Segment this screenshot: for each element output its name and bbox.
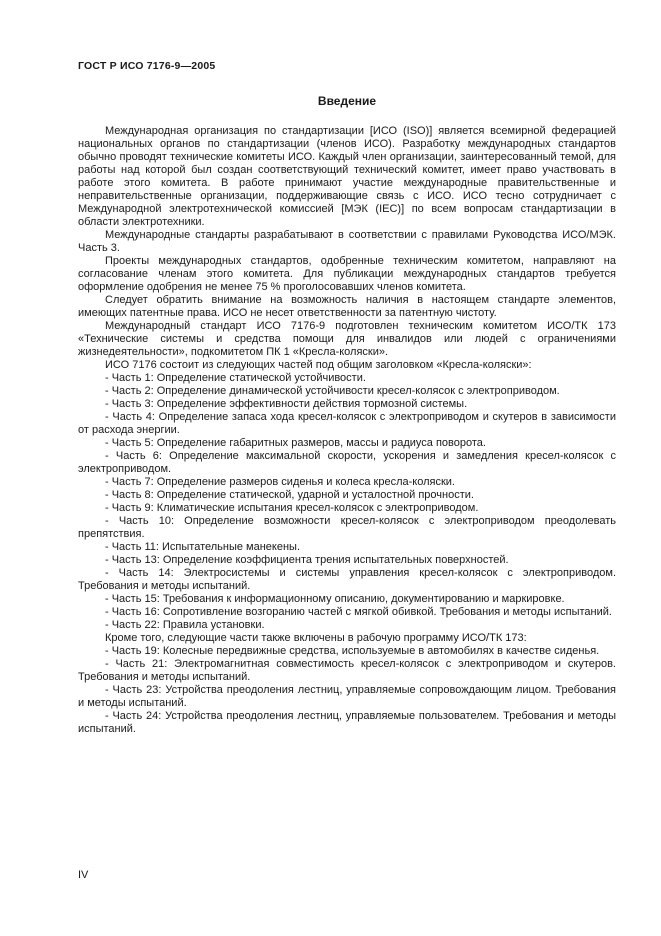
paragraph: - Часть 14: Электросистемы и системы управления кресел-колясок с электроприводом. Требования и методы испытаний. (78, 567, 616, 592)
page-number: IV (78, 869, 89, 881)
paragraph: - Часть 16: Сопротивление возгоранию частей с мягкой обивкой. Требования и методы испытаний. (105, 606, 612, 618)
paragraph: Следует обратить внимание на возможность наличия в настоящем стандарте элементов, имеющих патентные права. ИСО не несет ответственности за патентную чистоту. (78, 294, 616, 319)
paragraph: Кроме того, следующие части также включены в рабочую программу ИСО/ТК 173: (105, 632, 527, 644)
document-designation: ГОСТ Р ИСО 7176-9—2005 (78, 60, 216, 72)
document-body (78, 125, 616, 736)
paragraph: - Часть 9: Климатические испытания кресел-колясок с электроприводом. (105, 502, 479, 514)
paragraph: - Часть 15: Требования к информационному описанию, документированию и маркировке. (105, 593, 565, 605)
paragraph: - Часть 2: Определение динамической устойчивости кресел-колясок с электроприводом. (105, 385, 560, 397)
paragraph: - Часть 3: Определение эффективности действия тормозной системы. (105, 398, 468, 410)
paragraph: Международная организация по стандартизации [ИСО (ISO)] является всемирной федерацией национальных органов по стандартизации (членов ИСО). Разработку международных стандартов обычно проводят технические комитеты ИСО. Каждый член организации, заинтересованный темой, для работы над которой был создан соответствующий технический комитет, имеет право участвовать в работе этого комитета. В работе принимают участие международные правительственные и неправительственные организации, поддерживающие связь с ИСО. ИСО тесно сотрудничает с Международной электротехнической комиссией [МЭК (IEC)] по всем вопросам стандартизации в области электротехники. (78, 125, 616, 228)
paragraph: - Часть 19: Колесные передвижные средства, используемые в автомобилях в качестве сиденья. (105, 645, 600, 657)
paragraph: - Часть 24: Устройства преодоления лестниц, управляемые пользователем. Требования и методы испытаний. (78, 710, 616, 735)
page-title: Введение (317, 94, 377, 108)
paragraph: Проекты международных стандартов, одобренные техническим комитетом, направляют на согласование членам этого комитета. Для публикации международных стандартов требуется оформление одобрения не менее 75 % проголосовавших членов комитета. (78, 255, 616, 293)
paragraph: - Часть 5: Определение габаритных размеров, массы и радиуса поворота. (105, 437, 486, 449)
paragraph: ИСО 7176 состоит из следующих частей под общим заголовком «Кресла-коляски»: (105, 359, 532, 371)
paragraph: - Часть 11: Испытательные манекены. (105, 541, 301, 553)
paragraph: - Часть 10: Определение возможности кресел-колясок с электроприводом преодолевать препятствия. (78, 515, 616, 540)
paragraph: - Часть 6: Определение максимальной скорости, ускорения и замедления кресел-колясок с электроприводом. (78, 450, 616, 475)
paragraph: Международные стандарты разрабатывают в соответствии с правилами Руководства ИСО/МЭК. Часть 3. (78, 229, 616, 254)
paragraph: - Часть 13: Определение коэффициента трения испытательных поверхностей. (105, 554, 509, 566)
paragraph: - Часть 21: Электромагнитная совместимость кресел-колясок с электроприводом и скутеров. Требования и методы испытаний. (78, 658, 616, 683)
paragraph: - Часть 7: Определение размеров сиденья и колеса кресла-коляски. (105, 476, 455, 488)
paragraph: - Часть 22: Правила установки. (105, 619, 265, 631)
paragraph: - Часть 4: Определение запаса хода кресел-колясок с электроприводом и скутеров в зависимости от расхода энергии. (78, 411, 616, 436)
paragraph: - Часть 8: Определение статической, ударной и усталостной прочности. (105, 489, 474, 501)
paragraph: Международный стандарт ИСО 7176-9 подготовлен техническим комитетом ИСО/ТК 173 «Технические системы и средства помощи для инвалидов или людей с ограничениями жизнедеятельности», подкомитетом ПК 1 «Кресла-коляски». (78, 320, 616, 358)
paragraph: - Часть 23: Устройства преодоления лестниц, управляемые сопровождающим лицом. Требования и методы испытаний. (78, 684, 616, 709)
paragraph: - Часть 1: Определение статической устойчивости. (105, 372, 366, 384)
